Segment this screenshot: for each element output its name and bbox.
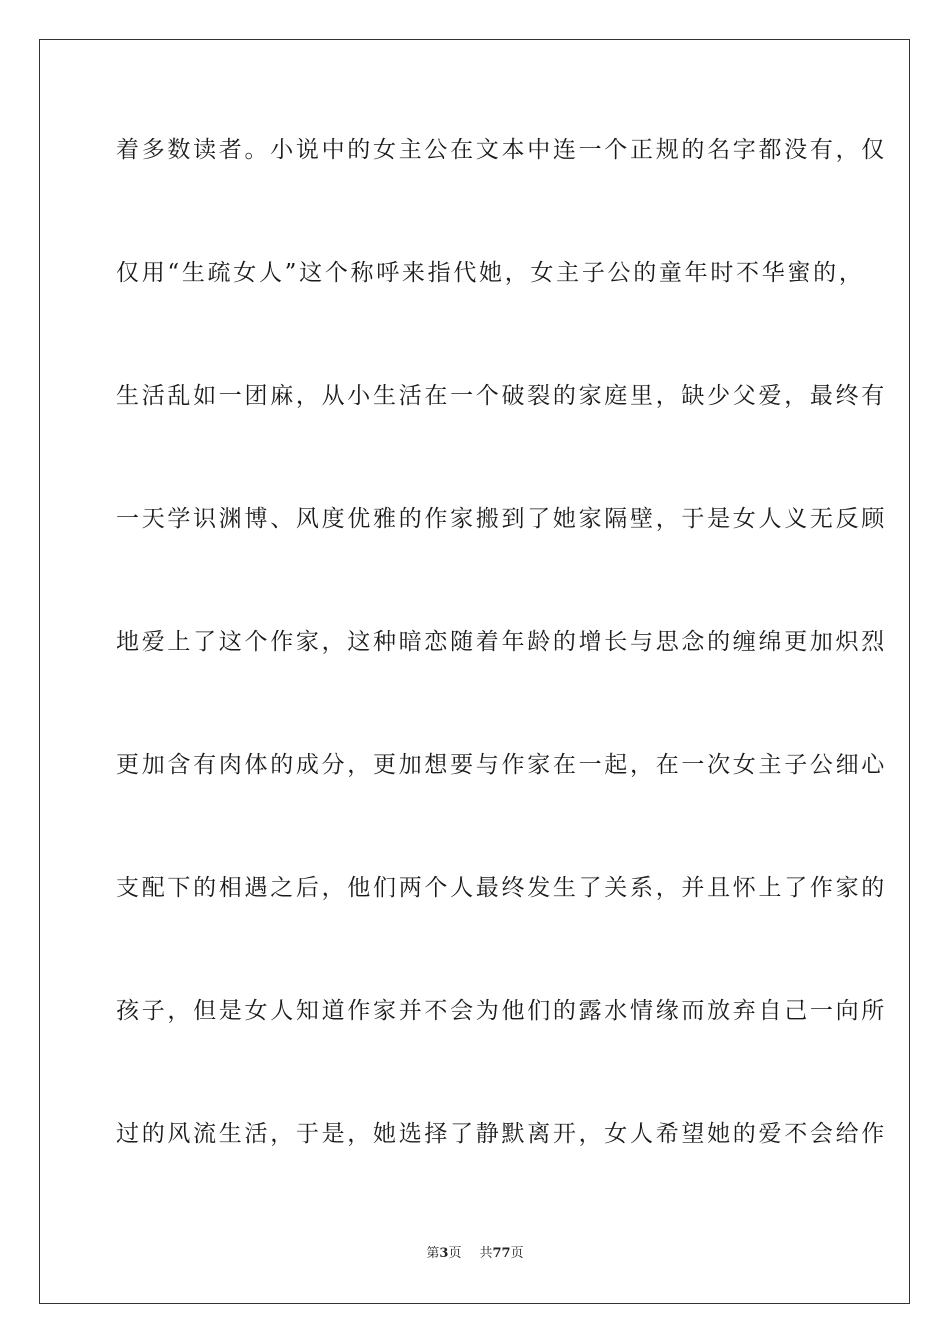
page-number: 3 — [439, 1246, 449, 1261]
total-suffix: 页 — [510, 1246, 524, 1261]
total-prefix: 共 — [479, 1246, 493, 1261]
text-line: 孩子，但是女人知道作家并不会为他们的露水情缘而放弃自己一向所 — [116, 998, 887, 1024]
page-footer — [0, 1245, 950, 1263]
page-suffix: 页 — [448, 1246, 462, 1261]
text-line: 生活乱如一团麻，从小生活在一个破裂的家庭里，缺少父爱，最终有 — [116, 383, 887, 409]
total-pages: 77 — [492, 1246, 511, 1261]
text-line: 仅用“生疏女人”这个称呼来指代她，女主子公的童年时不华蜜的， — [116, 260, 865, 286]
text-line: 一天学识渊博、风度优雅的作家搬到了她家隔壁，于是女人义无反顾 — [116, 506, 887, 532]
text-line: 着多数读者。小说中的女主公在文本中连一个正规的名字都没有，仅 — [116, 137, 887, 163]
text-line: 地爱上了这个作家，这种暗恋随着年龄的增长与思念的缠绵更加炽烈 — [116, 629, 887, 655]
text-line: 支配下的相遇之后，他们两个人最终发生了关系，并且怀上了作家的 — [116, 875, 887, 901]
text-line: 过的风流生活，于是，她选择了静默离开，女人希望她的爱不会给作 — [116, 1121, 887, 1147]
text-line: 更加含有肉体的成分，更加想要与作家在一起，在一次女主子公细心 — [116, 752, 887, 778]
page-prefix: 第 — [426, 1246, 440, 1261]
page-border — [39, 39, 910, 1304]
